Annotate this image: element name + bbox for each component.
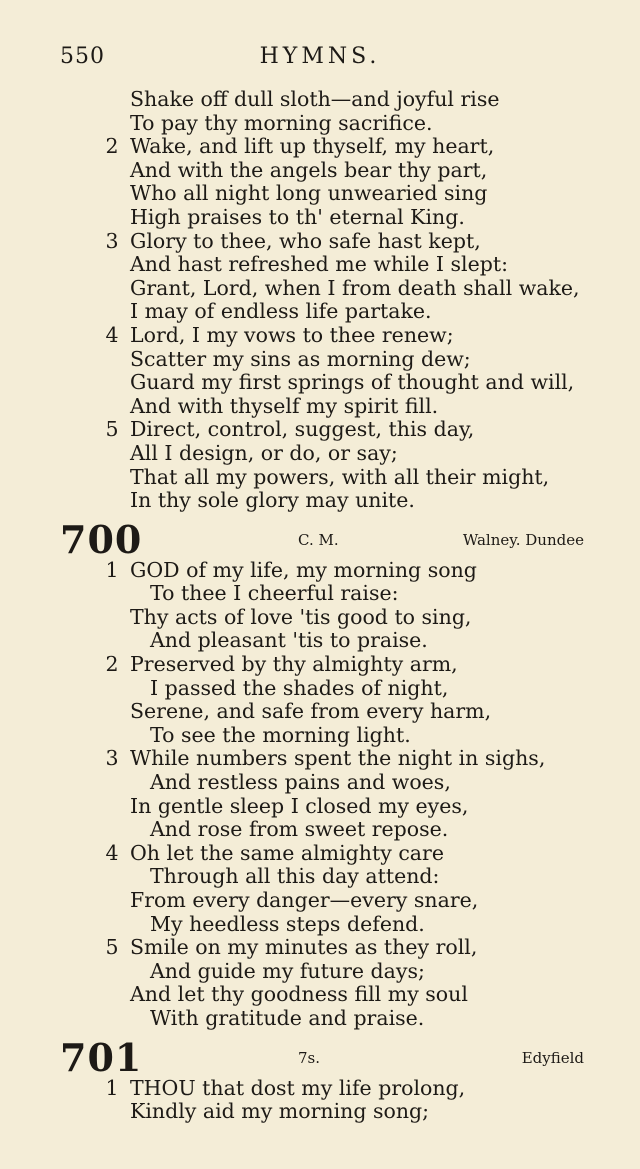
verse-line bbox=[0, 466, 640, 490]
verse-line-text: And rose from sweet repose. bbox=[150, 817, 449, 842]
stanza-number: 3 bbox=[105, 746, 119, 771]
verse-line-text: Smile on my minutes as they roll, bbox=[130, 935, 478, 960]
verse-line bbox=[0, 88, 640, 112]
stanza bbox=[0, 230, 640, 324]
verse-line-text: Shake off dull sloth—and joyful rise bbox=[130, 87, 500, 111]
verse-line bbox=[0, 747, 640, 771]
verse-line bbox=[0, 135, 640, 159]
verse-line bbox=[0, 1100, 640, 1124]
verse-line-text: I may of endless life partake. bbox=[130, 299, 432, 324]
verse-line bbox=[0, 983, 640, 1007]
verse-line bbox=[0, 913, 640, 937]
verse-line bbox=[0, 960, 640, 984]
verse-line bbox=[0, 182, 640, 206]
verse-line bbox=[0, 489, 640, 513]
verse-line bbox=[0, 277, 640, 301]
verse-line bbox=[0, 1077, 640, 1101]
stanza bbox=[0, 324, 640, 418]
verse-line bbox=[0, 771, 640, 795]
verse-line-text: THOU that dost my life prolong, bbox=[130, 1075, 466, 1100]
hymn-text bbox=[0, 88, 640, 1124]
stanza bbox=[0, 747, 640, 841]
verse-line-text: High praises to th' eternal King. bbox=[130, 204, 465, 229]
verse-line bbox=[0, 865, 640, 889]
verse-line-text: Grant, Lord, when I from death shall wake, bbox=[130, 275, 580, 300]
verse-line bbox=[0, 253, 640, 277]
hymn-tunes: Walney. Dundee bbox=[462, 530, 584, 549]
verse-line bbox=[0, 324, 640, 348]
verse-line-text: To see the morning light. bbox=[150, 722, 411, 747]
verse-line bbox=[0, 418, 640, 442]
verse-line-text: In thy sole glory may unite. bbox=[130, 488, 415, 513]
verse-line-text: In gentle sleep I closed my eyes, bbox=[130, 793, 469, 818]
verse-line-text: Through all this day attend: bbox=[150, 864, 440, 889]
verse-line-text: While numbers spent the night in sighs, bbox=[130, 746, 546, 771]
verse-line-text: Glory to thee, who safe hast kept, bbox=[130, 228, 481, 253]
verse-line-text: And guide my future days; bbox=[150, 958, 425, 983]
verse-line-text: And with thyself my spirit fill. bbox=[130, 393, 439, 418]
verse-line bbox=[0, 653, 640, 677]
running-head: HYMNS. bbox=[259, 44, 381, 69]
verse-line-text: To thee I cheerful raise: bbox=[150, 581, 399, 606]
verse-line-text: I passed the shades of night, bbox=[150, 675, 449, 700]
verse-line bbox=[0, 818, 640, 842]
verse-line-text: And hast refreshed me while I slept: bbox=[130, 252, 508, 277]
verse-line-text: That all my powers, with all their might, bbox=[130, 464, 550, 489]
verse-line-text: And restless pains and woes, bbox=[150, 770, 451, 795]
stanza-number: 5 bbox=[105, 417, 119, 442]
verse-line bbox=[0, 112, 640, 136]
hymn-number: 701 bbox=[60, 1034, 143, 1080]
verse-line-text: And let thy goodness fill my soul bbox=[130, 982, 468, 1007]
verse-line-text: All I design, or do, or say; bbox=[130, 440, 398, 465]
stanza bbox=[0, 653, 640, 747]
stanza bbox=[0, 88, 640, 135]
verse-line-text: Preserved by thy almighty arm, bbox=[130, 652, 458, 677]
stanza bbox=[0, 842, 640, 936]
stanza bbox=[0, 559, 640, 653]
verse-line bbox=[0, 606, 640, 630]
verse-line-text: GOD of my life, my morning song bbox=[130, 557, 477, 582]
verse-line-text: From every danger—every snare, bbox=[130, 888, 479, 912]
verse-line bbox=[0, 677, 640, 701]
stanza bbox=[0, 135, 640, 229]
stanza bbox=[0, 936, 640, 1030]
stanza-number: 2 bbox=[105, 652, 119, 677]
verse-line bbox=[0, 724, 640, 748]
verse-line-text: With gratitude and praise. bbox=[150, 1005, 425, 1030]
stanza-number: 5 bbox=[105, 935, 119, 960]
stanza bbox=[0, 1077, 640, 1124]
verse-line-text: Guard my first springs of thought and will, bbox=[130, 370, 575, 395]
verse-line bbox=[0, 348, 640, 372]
stanza-number: 4 bbox=[105, 322, 119, 347]
verse-line bbox=[0, 936, 640, 960]
verse-line-text: Wake, and lift up thyself, my heart, bbox=[130, 134, 495, 159]
verse-line bbox=[0, 795, 640, 819]
verse-line bbox=[0, 582, 640, 606]
hymn-heading bbox=[0, 513, 640, 562]
verse-line-text: Direct, control, suggest, this day, bbox=[130, 417, 475, 442]
verse-line-text: Scatter my sins as morning dew; bbox=[130, 346, 471, 371]
stanza bbox=[0, 418, 640, 512]
stanza-number: 2 bbox=[105, 134, 119, 159]
verse-line-text: Oh let the same almighty care bbox=[130, 840, 444, 865]
hymn-heading bbox=[0, 1031, 640, 1080]
verse-line bbox=[0, 371, 640, 395]
verse-line-text: To pay thy morning sacrifice. bbox=[130, 110, 433, 135]
verse-line bbox=[0, 889, 640, 913]
stanza-number: 1 bbox=[105, 557, 119, 582]
stanza-number: 3 bbox=[105, 228, 119, 253]
verse-line-text: Thy acts of love 'tis good to sing, bbox=[130, 604, 472, 629]
verse-line-text: Lord, I my vows to thee renew; bbox=[130, 322, 454, 347]
verse-line bbox=[0, 1007, 640, 1031]
verse-line bbox=[0, 230, 640, 254]
verse-line bbox=[0, 300, 640, 324]
hymn-meter: 7s. bbox=[298, 1048, 321, 1067]
page-number: 550 bbox=[60, 44, 105, 69]
stanza-number: 4 bbox=[105, 840, 119, 865]
verse-line bbox=[0, 395, 640, 419]
hymn-number: 700 bbox=[60, 516, 143, 562]
verse-line bbox=[0, 559, 640, 583]
verse-line bbox=[0, 700, 640, 724]
verse-line bbox=[0, 629, 640, 653]
page-header bbox=[0, 44, 640, 74]
verse-line bbox=[0, 842, 640, 866]
verse-line-text: Who all night long unwearied sing bbox=[130, 181, 488, 206]
stanza-number: 1 bbox=[105, 1075, 119, 1100]
verse-line-text: Kindly aid my morning song; bbox=[130, 1099, 430, 1124]
verse-line bbox=[0, 159, 640, 183]
verse-line-text: And with the angels bear thy part, bbox=[130, 157, 488, 182]
verse-line bbox=[0, 206, 640, 230]
hymn-meter: C. M. bbox=[298, 530, 339, 549]
verse-line-text: And pleasant 'tis to praise. bbox=[150, 628, 428, 653]
verse-line bbox=[0, 442, 640, 466]
verse-line-text: My heedless steps defend. bbox=[150, 911, 425, 936]
verse-line-text: Serene, and safe from every harm, bbox=[130, 699, 492, 724]
hymn-tunes: Edyfield bbox=[521, 1048, 584, 1067]
